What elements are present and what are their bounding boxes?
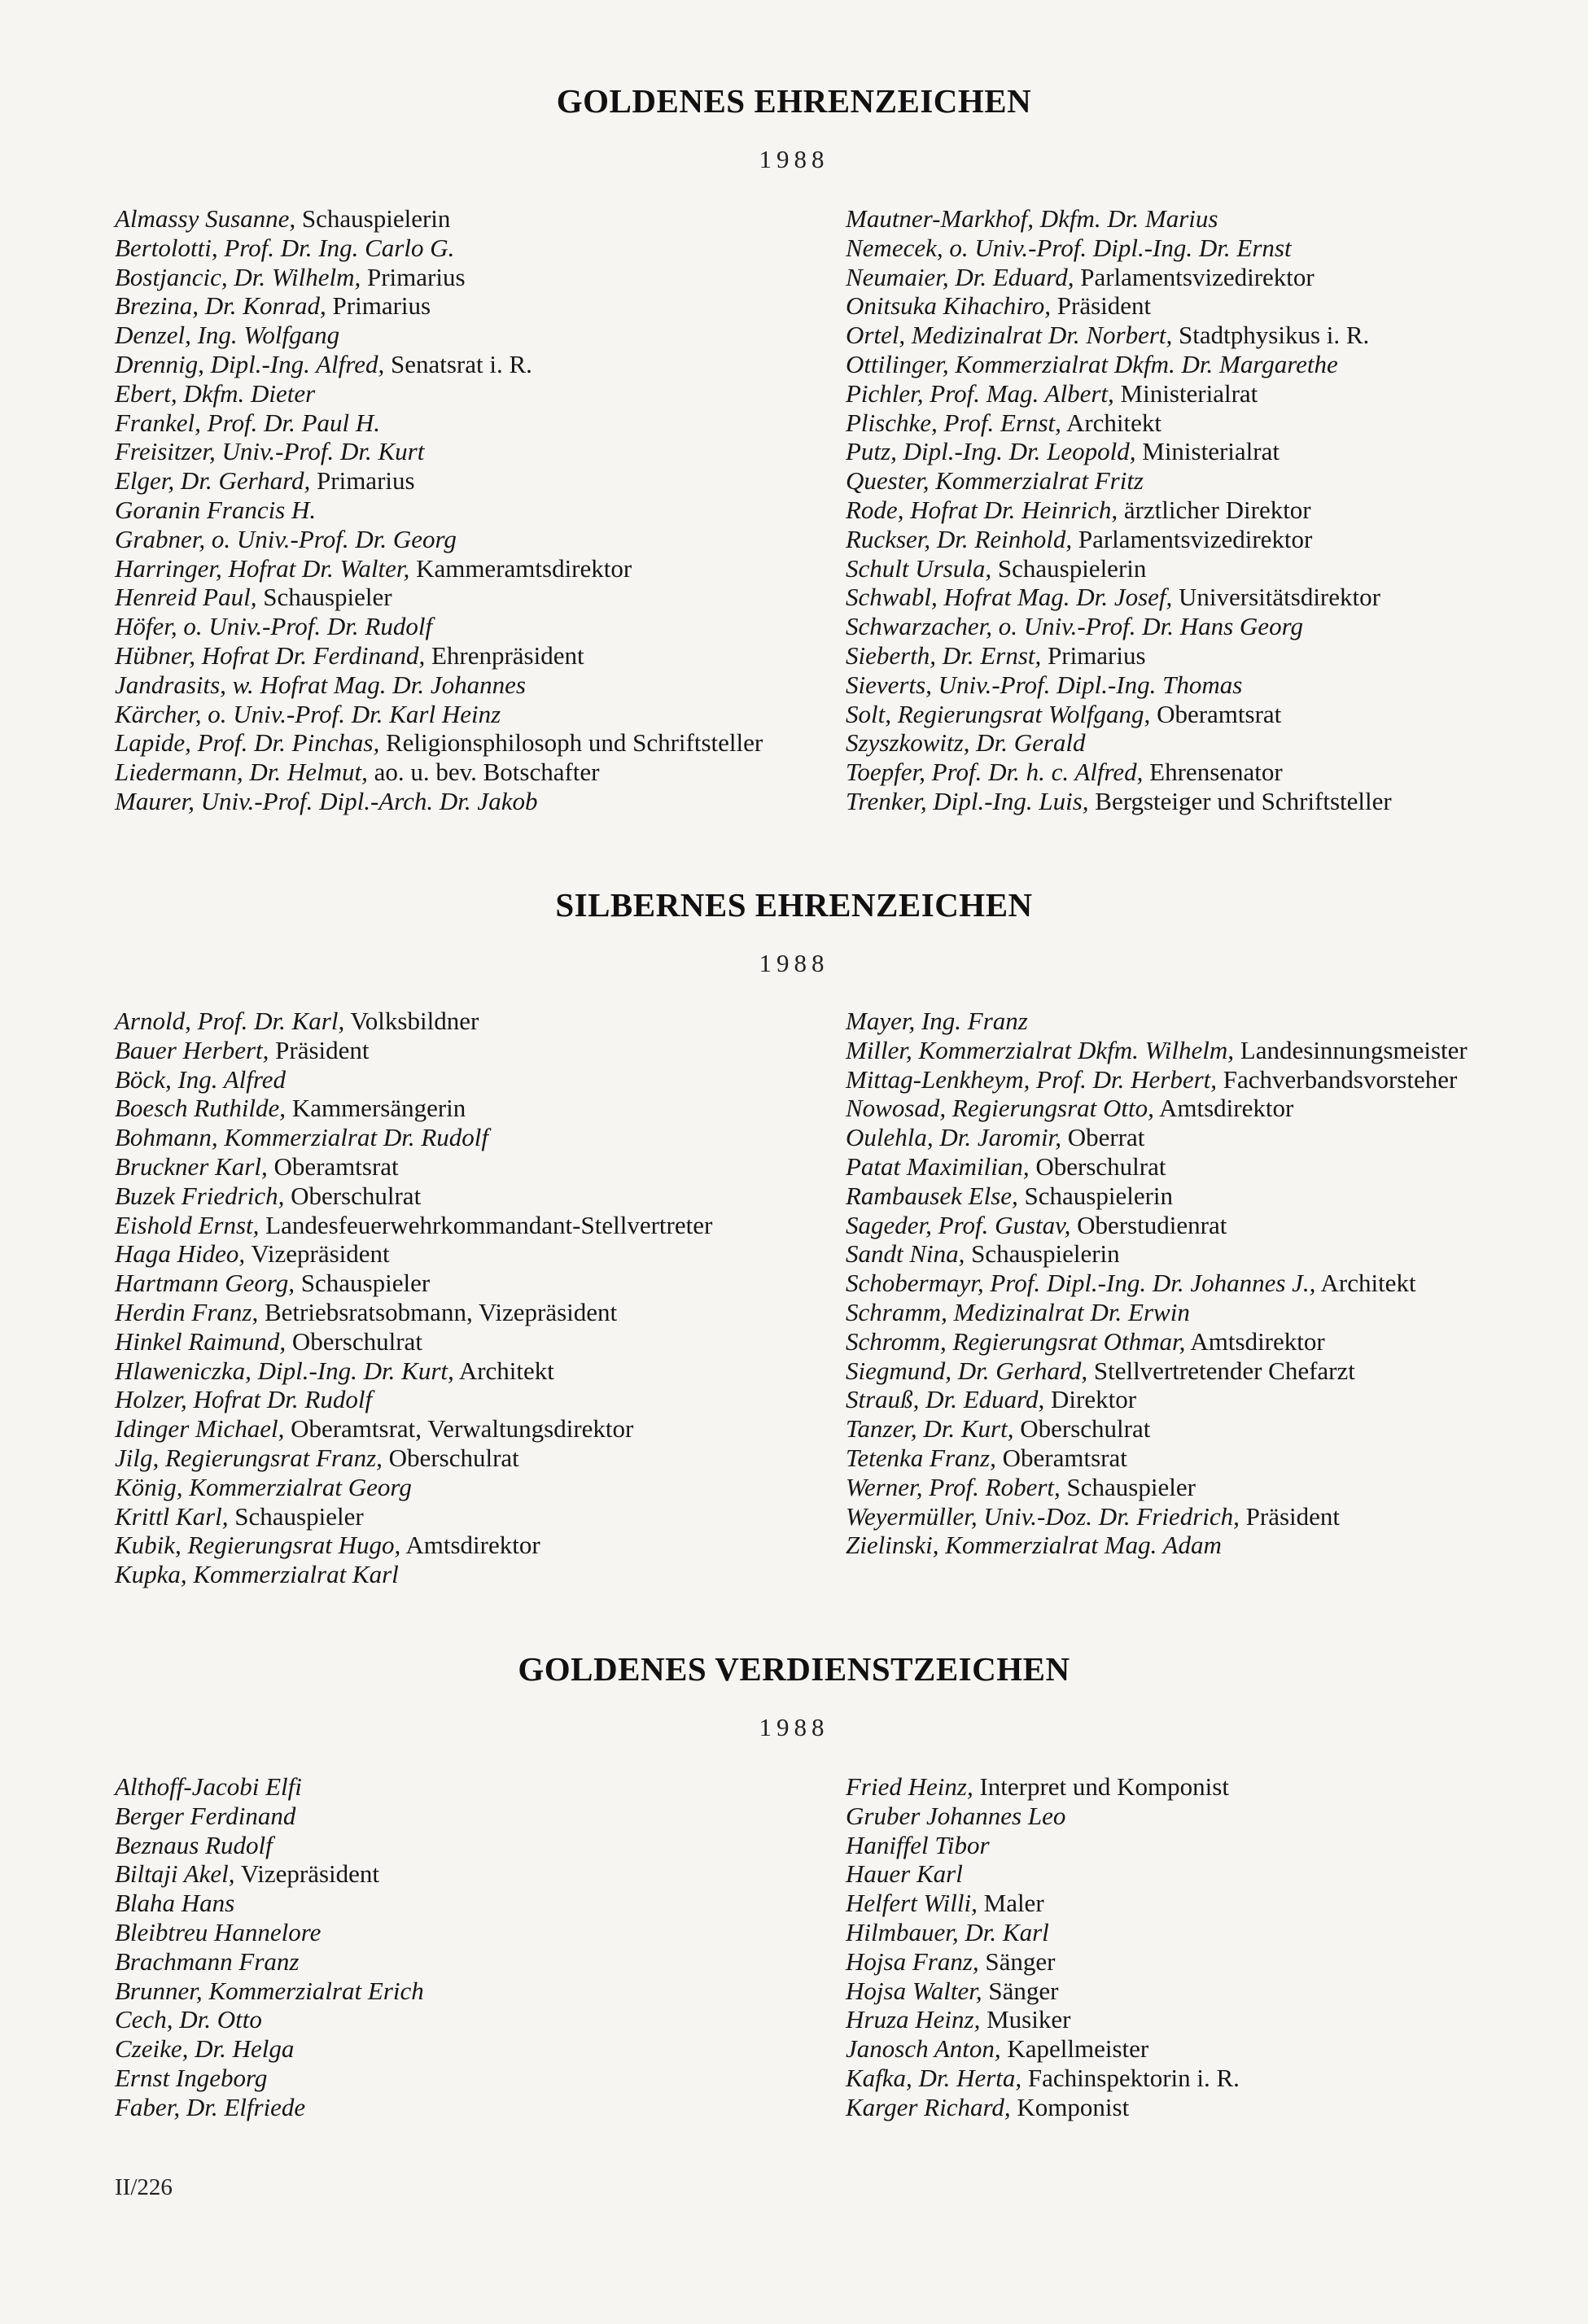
section-heading: GOLDENES VERDIENSTZEICHEN [518,1650,1070,1688]
honoree-entry [846,291,1546,321]
honoree-entry [115,1182,790,1211]
honoree-entry [846,496,1546,525]
honoree-name: Plischke, Prof. Ernst, [846,408,1061,437]
honoree-title: Landesfeuerwehrkommandant-Stellvertreter [265,1210,713,1239]
honoree-entry [846,204,1546,234]
honoree-name: Grabner, o. Univ.-Prof. Dr. Georg [115,524,457,553]
honoree-name: Henreid Paul, [115,583,257,612]
honoree-entry [115,1473,790,1502]
left-column [115,1007,790,1589]
honoree-name: Sieberth, Dr. Ernst, [846,640,1042,670]
honoree-name: Faber, Dr. Elfriede [115,2092,306,2121]
honoree-entry [115,1502,790,1531]
honoree-name: Goranin Francis H. [115,495,317,524]
honoree-entry [846,525,1546,554]
honoree-name: Jilg, Regierungsrat Franz, [115,1443,383,1472]
honoree-name: Haniffel Tibor [846,1830,990,1859]
honoree-entry [846,2034,1546,2064]
honoree-entry [846,554,1546,583]
honoree-entry [846,641,1546,671]
honoree-name: Almassy Susanne, [115,204,296,233]
honoree-name: Harringer, Hofrat Dr. Walter, [115,553,410,583]
honoree-entry [115,2093,790,2122]
honoree-entry [115,1269,790,1298]
honoree-entry [846,1065,1546,1094]
honoree-title: Kammeramtsdirektor [416,553,632,583]
honoree-entry [846,408,1546,438]
honoree-name: Frankel, Prof. Dr. Paul H. [115,408,381,437]
honoree-name: Czeike, Dr. Helga [115,2034,295,2064]
honoree-entry [115,1977,790,2006]
honoree-name: Brezina, Dr. Konrad, [115,291,326,321]
honoree-title: Vizepräsident [240,1859,380,1889]
honoree-entry [115,2034,790,2064]
honoree-entry [115,787,790,816]
honoree-title: Bergsteiger und Schriftsteller [1095,786,1392,815]
honoree-entry [115,2005,790,2034]
honoree-entry [115,291,790,321]
honoree-name: Bohmann, Kommerzialrat Dr. Rudolf [115,1123,488,1152]
honoree-title: Oberschulrat [388,1443,519,1472]
section-heading: GOLDENES EHRENZEICHEN [556,82,1032,120]
honoree-name: Nemecek, o. Univ.-Prof. Dipl.-Ing. Dr. Ernst [846,233,1292,262]
honoree-name: Schult Ursula, [846,553,992,583]
honoree-title: Oberstudienrat [1077,1210,1227,1239]
honoree-name: Hojsa Franz, [846,1946,979,1976]
honoree-entry [115,1859,790,1889]
honoree-entry [846,1094,1546,1123]
section-year: 1988 [759,1713,829,1741]
honoree-entry [846,1269,1546,1298]
honoree-entry [115,1560,790,1589]
honoree-name: Hruza Heinz, [846,2005,981,2034]
honoree-title: Primarius [1048,640,1146,670]
honoree-name: Krittl Karl, [115,1501,229,1531]
honoree-name: Zielinski, Kommerzialrat Mag. Adam [846,1531,1222,1560]
honoree-name: Maurer, Univ.-Prof. Dipl.-Arch. Dr. Jakob [115,786,538,815]
honoree-title: Architekt [1320,1269,1416,1298]
honoree-name: Jandrasits, w. Hofrat Mag. Dr. Johannes [115,670,526,699]
honoree-entry [115,525,790,554]
honoree-entry [846,1947,1546,1977]
honoree-name: Werner, Prof. Robert, [846,1472,1061,1501]
honoree-name: Holzer, Hofrat Dr. Rudolf [115,1385,373,1414]
honoree-title: Universitätsdirektor [1179,583,1380,612]
honoree-name: Schromm, Regierungsrat Othmar, [846,1326,1186,1356]
honoree-entry [846,1182,1546,1211]
honoree-entry [115,700,790,729]
honoree-entry [846,1444,1546,1473]
left-column [115,1772,790,2122]
honoree-name: Beznaus Rudolf [115,1830,273,1859]
honoree-title: Schauspielerin [971,1239,1120,1269]
honoree-entry [115,1239,790,1269]
honoree-title: Volksbildner [350,1007,479,1035]
honoree-name: Hartmann Georg, [115,1269,295,1298]
honoree-title: Stellvertretender Chefarzt [1093,1356,1355,1385]
honoree-entry [115,728,790,758]
honoree-name: Miller, Kommerzialrat Dkfm. Wilhelm, [846,1035,1235,1064]
honoree-entry [115,1123,790,1152]
right-column [846,1007,1546,1560]
honoree-entry [115,1918,790,1947]
honoree-entry [115,1094,790,1123]
honoree-entry [115,1065,790,1094]
honoree-entry [846,350,1546,379]
honoree-title: Religionsphilosoph und Schriftsteller [385,728,763,758]
honoree-title: Landesinnungsmeister [1240,1035,1468,1064]
honoree-title: Oberamtsrat [273,1151,399,1181]
honoree-title: Maler [983,1889,1044,1918]
honoree-title: Primarius [332,291,431,321]
honoree-entry [115,2064,790,2093]
honoree-name: Ebert, Dkfm. Dieter [115,378,316,408]
honoree-name: Janosch Anton, [846,2034,1001,2064]
honoree-entry [115,1211,790,1240]
honoree-name: Toepfer, Prof. Dr. h. c. Alfred, [846,758,1144,787]
honoree-entry [846,1859,1546,1889]
honoree-title: Oberamtsrat [1157,699,1282,728]
honoree-name: Trenker, Dipl.-Ing. Luis, [846,786,1089,815]
honoree-title: Fachinspektorin i. R. [1027,2063,1240,2092]
honoree-name: Buzek Friedrich, [115,1181,285,1210]
honoree-name: Hübner, Hofrat Dr. Ferdinand, [115,640,426,670]
honoree-name: Kafka, Dr. Herta, [846,2063,1022,2092]
honoree-name: Helfert Willi, [846,1889,978,1918]
honoree-name: Hilmbauer, Dr. Karl [846,1917,1049,1946]
honoree-name: Höfer, o. Univ.-Prof. Dr. Rudolf [115,612,433,641]
honoree-name: Boesch Ruthilde, [115,1094,287,1123]
honoree-entry [115,1831,790,1860]
honoree-title: Schauspielerin [1024,1181,1174,1210]
honoree-name: Solt, Regierungsrat Wolfgang, [846,699,1151,728]
honoree-name: Mayer, Ing. Franz [846,1007,1028,1035]
honoree-entry [846,1473,1546,1502]
honoree-name: Kärcher, o. Univ.-Prof. Dr. Karl Heinz [115,699,501,728]
honoree-entry [846,612,1546,641]
honoree-name: Patat Maximilian, [846,1151,1030,1181]
honoree-name: Schwarzacher, o. Univ.-Prof. Dr. Hans Georg [846,612,1303,641]
honoree-entry [846,1152,1546,1182]
honoree-entry [846,1889,1546,1918]
honoree-name: Schramm, Medizinalrat Dr. Erwin [846,1297,1190,1326]
honoree-entry [846,1007,1546,1036]
honoree-name: Sandt Nina, [846,1239,965,1269]
honoree-title: Schauspieler [234,1501,364,1531]
honoree-name: Rambausek Else, [846,1181,1018,1210]
honoree-name: Szyszkowitz, Dr. Gerald [846,728,1086,758]
honoree-title: Ministerialrat [1120,378,1258,408]
honoree-name: Hauer Karl [846,1859,963,1889]
honoree-name: Ottilinger, Kommerzialrat Dkfm. Dr. Margarethe [846,349,1338,378]
honoree-name: Arnold, Prof. Dr. Karl, [115,1007,345,1035]
honoree-entry [115,1947,790,1977]
honoree-entry [115,1298,790,1327]
honoree-entry [115,554,790,583]
honoree-title: Schauspieler [300,1269,431,1298]
honoree-entry [115,466,790,496]
honoree-title: Parlamentsvizedirektor [1080,262,1315,291]
honoree-entry [115,758,790,787]
honoree-entry [115,1772,790,1802]
honoree-name: Idinger Michael, [115,1414,285,1444]
honoree-entry [115,1414,790,1444]
honoree-name: Böck, Ing. Alfred [115,1064,287,1094]
honoree-entry [846,263,1546,292]
honoree-name: Onitsuka Kihachiro, [846,291,1052,321]
honoree-title: Kammersängerin [291,1094,466,1123]
honoree-name: Fried Heinz, [846,1772,973,1801]
honoree-entry [115,1356,790,1386]
honoree-entry [846,1211,1546,1240]
right-column [846,204,1546,816]
honoree-title: ärztlicher Direktor [1123,495,1311,524]
honoree-title: Oberschulrat [1035,1151,1166,1181]
honoree-title: Schauspieler [263,583,392,612]
honoree-name: Brunner, Kommerzialrat Erich [115,1976,424,2005]
honoree-title: Fachverbandsvorsteher [1223,1064,1458,1094]
honoree-name: Biltaji Akel, [115,1859,235,1889]
honoree-name: Putz, Dipl.-Ing. Dr. Leopold, [846,437,1136,466]
honoree-title: Primarius [317,466,415,496]
honoree-name: König, Kommerzialrat Georg [115,1472,412,1501]
honoree-entry [115,1444,790,1473]
honoree-name: Oulehla, Dr. Jaromir, [846,1123,1061,1152]
honoree-title: Musiker [986,2005,1071,2034]
honoree-name: Mittag-Lenkheym, Prof. Dr. Herbert, [846,1064,1218,1094]
honoree-name: Pichler, Prof. Mag. Albert, [846,378,1114,408]
honoree-name: Weyermüller, Univ.-Doz. Dr. Friedrich, [846,1501,1240,1531]
honoree-entry [846,728,1546,758]
section-silbernes-ehrenzeichen [0,885,1588,980]
honoree-name: Bleibtreu Hannelore [115,1917,322,1946]
honoree-entry [115,263,790,292]
honoree-name: Strauß, Dr. Eduard, [846,1385,1045,1414]
honoree-entry [846,1772,1546,1802]
honoree-name: Ruckser, Dr. Reinhold, [846,524,1073,553]
honoree-entry [115,408,790,438]
honoree-name: Haga Hideo, [115,1239,246,1269]
honoree-name: Hojsa Walter, [846,1976,982,2005]
honoree-name: Bruckner Karl, [115,1151,268,1181]
honoree-name: Denzel, Ing. Wolfgang [115,321,340,350]
honoree-entry [846,1531,1546,1560]
honoree-title: Komponist [1017,2092,1130,2121]
honoree-title: Amtsdirektor [405,1531,540,1560]
honoree-entry [846,321,1546,350]
honoree-title: Oberschulrat [1020,1414,1151,1444]
honoree-entry [115,1007,790,1036]
honoree-entry [115,1036,790,1065]
honoree-entry [115,204,790,234]
honoree-entry [846,1831,1546,1860]
honoree-entry [846,2064,1546,2093]
honoree-title: Parlamentsvizedirektor [1078,524,1313,553]
honoree-entry [846,1385,1546,1414]
honoree-title: Präsident [275,1035,370,1064]
honoree-name: Tanzer, Dr. Kurt, [846,1414,1014,1444]
honoree-name: Schwabl, Hofrat Mag. Dr. Josef, [846,583,1173,612]
honoree-name: Herdin Franz, [115,1297,259,1326]
honoree-entry [846,466,1546,496]
honoree-name: Cech, Dr. Otto [115,2005,262,2034]
honoree-title: Sänger [988,1976,1059,2005]
left-column [115,204,790,816]
honoree-name: Neumaier, Dr. Eduard, [846,262,1074,291]
honoree-name: Sieverts, Univ.-Prof. Dipl.-Ing. Thomas [846,670,1243,699]
honoree-entry [846,1918,1546,1947]
honoree-name: Lapide, Prof. Dr. Pinchas, [115,728,380,758]
honoree-name: Siegmund, Dr. Gerhard, [846,1356,1088,1385]
honoree-entry [846,1239,1546,1269]
honoree-title: Ehrensenator [1149,758,1283,787]
honoree-name: Liedermann, Dr. Helmut, [115,758,368,787]
honoree-name: Blaha Hans [115,1889,235,1918]
honoree-entry [115,671,790,700]
honoree-name: Bostjancic, Dr. Wilhelm, [115,262,361,291]
honoree-title: Ministerialrat [1142,437,1280,466]
page-number: II/226 [115,2174,173,2200]
honoree-title: Kapellmeister [1007,2034,1149,2064]
honoree-entry [115,1327,790,1356]
honoree-entry [846,787,1546,816]
honoree-title: Schauspielerin [301,204,451,233]
honoree-entry [846,1356,1546,1386]
honoree-title: Schauspieler [1066,1472,1196,1501]
honoree-title: Primarius [366,262,466,291]
honoree-entry [115,641,790,671]
honoree-title: Architekt [458,1356,554,1385]
honoree-name: Tetenka Franz, [846,1443,996,1472]
honoree-name: Hinkel Raimund, [115,1326,287,1356]
honoree-name: Drennig, Dipl.-Ing. Alfred, [115,349,385,378]
honoree-entry [846,1502,1546,1531]
honoree-title: Oberschulrat [291,1326,422,1356]
honoree-entry [115,1152,790,1182]
section-goldenes-verdienstzeichen [0,1649,1588,1744]
honoree-name: Quester, Kommerzialrat Fritz [846,466,1144,496]
honoree-title: Architekt [1065,408,1162,437]
honoree-entry [115,583,790,612]
honoree-name: Berger Ferdinand [115,1801,296,1830]
honoree-entry [115,379,790,408]
honoree-name: Kupka, Kommerzialrat Karl [115,1560,399,1589]
honoree-entry [115,1531,790,1560]
honoree-entry [115,612,790,641]
honoree-title: Präsident [1245,1501,1341,1531]
right-column [846,1772,1546,2122]
honoree-title: Senatsrat i. R. [390,349,532,378]
honoree-name: Schobermayr, Prof. Dipl.-Ing. Dr. Johannes J., [846,1269,1316,1298]
honoree-name: Kubik, Regierungsrat Hugo, [115,1531,401,1560]
honoree-name: Hlaweniczka, Dipl.-Ing. Dr. Kurt, [115,1356,454,1385]
honoree-entry [846,379,1546,408]
honoree-name: Karger Richard, [846,2092,1011,2121]
honoree-name: Brachmann Franz [115,1946,300,1976]
honoree-title: Sänger [985,1946,1056,1976]
honoree-entry [846,1298,1546,1327]
honoree-entry [115,437,790,466]
honoree-entry [846,1327,1546,1356]
honoree-entry [115,496,790,525]
honoree-name: Elger, Dr. Gerhard, [115,466,311,496]
honoree-entry [846,1977,1546,2006]
honoree-entry [846,1802,1546,1831]
honoree-title: Amtsdirektor [1158,1094,1294,1123]
honoree-title: Vizepräsident [251,1239,390,1269]
honoree-entry [846,2093,1546,2122]
honoree-name: Nowosad, Regierungsrat Otto, [846,1094,1154,1123]
honoree-title: Oberrat [1067,1123,1145,1152]
honoree-name: Mautner-Markhof, Dkfm. Dr. Marius [846,204,1218,233]
honoree-entry [115,1889,790,1918]
honoree-name: Ortel, Medizinalrat Dr. Norbert, [846,321,1173,350]
honoree-name: Freisitzer, Univ.-Prof. Dr. Kurt [115,437,425,466]
section-year: 1988 [759,949,829,977]
honoree-title: Betriebsratsobmann, Vizepräsident [265,1297,618,1326]
honoree-title: Schauspielerin [997,553,1147,583]
honoree-title: Oberamtsrat, Verwaltungsdirektor [291,1414,634,1444]
honoree-title: Präsident [1056,291,1152,321]
honoree-name: Bertolotti, Prof. Dr. Ing. Carlo G. [115,233,455,262]
honoree-title: Amtsdirektor [1190,1326,1325,1356]
honoree-entry [115,1385,790,1414]
honoree-entry [846,437,1546,466]
honoree-entry [846,2005,1546,2034]
honoree-name: Rode, Hofrat Dr. Heinrich, [846,495,1118,524]
honoree-entry [846,700,1546,729]
honoree-name: Althoff-Jacobi Elfi [115,1772,302,1801]
honoree-entry [846,234,1546,263]
honoree-entry [846,1036,1546,1065]
honoree-entry [115,234,790,263]
honoree-title: ao. u. bev. Botschafter [374,758,600,787]
honoree-title: Ehrenpräsident [431,640,584,670]
honoree-entry [846,1123,1546,1152]
honoree-title: Stadtphysikus i. R. [1179,321,1370,350]
honoree-title: Oberamtsrat [1002,1443,1127,1472]
honoree-name: Ernst Ingeborg [115,2063,268,2092]
honoree-title: Direktor [1051,1385,1137,1414]
honoree-entry [115,350,790,379]
honoree-name: Bauer Herbert, [115,1035,269,1064]
honoree-name: Sageder, Prof. Gustav, [846,1210,1071,1239]
honoree-name: Eishold Ernst, [115,1210,260,1239]
honoree-entry [115,321,790,350]
honoree-entry [846,758,1546,787]
section-heading: SILBERNES EHRENZEICHEN [555,886,1033,924]
honoree-entry [846,583,1546,612]
honoree-title: Interpret und Komponist [979,1772,1229,1801]
honoree-entry [115,1802,790,1831]
honoree-entry [846,671,1546,700]
section-year: 1988 [759,145,829,173]
honoree-title: Oberschulrat [291,1181,422,1210]
honoree-entry [846,1414,1546,1444]
section-goldenes-ehrenzeichen [0,81,1588,176]
honoree-name: Gruber Johannes Leo [846,1801,1066,1830]
